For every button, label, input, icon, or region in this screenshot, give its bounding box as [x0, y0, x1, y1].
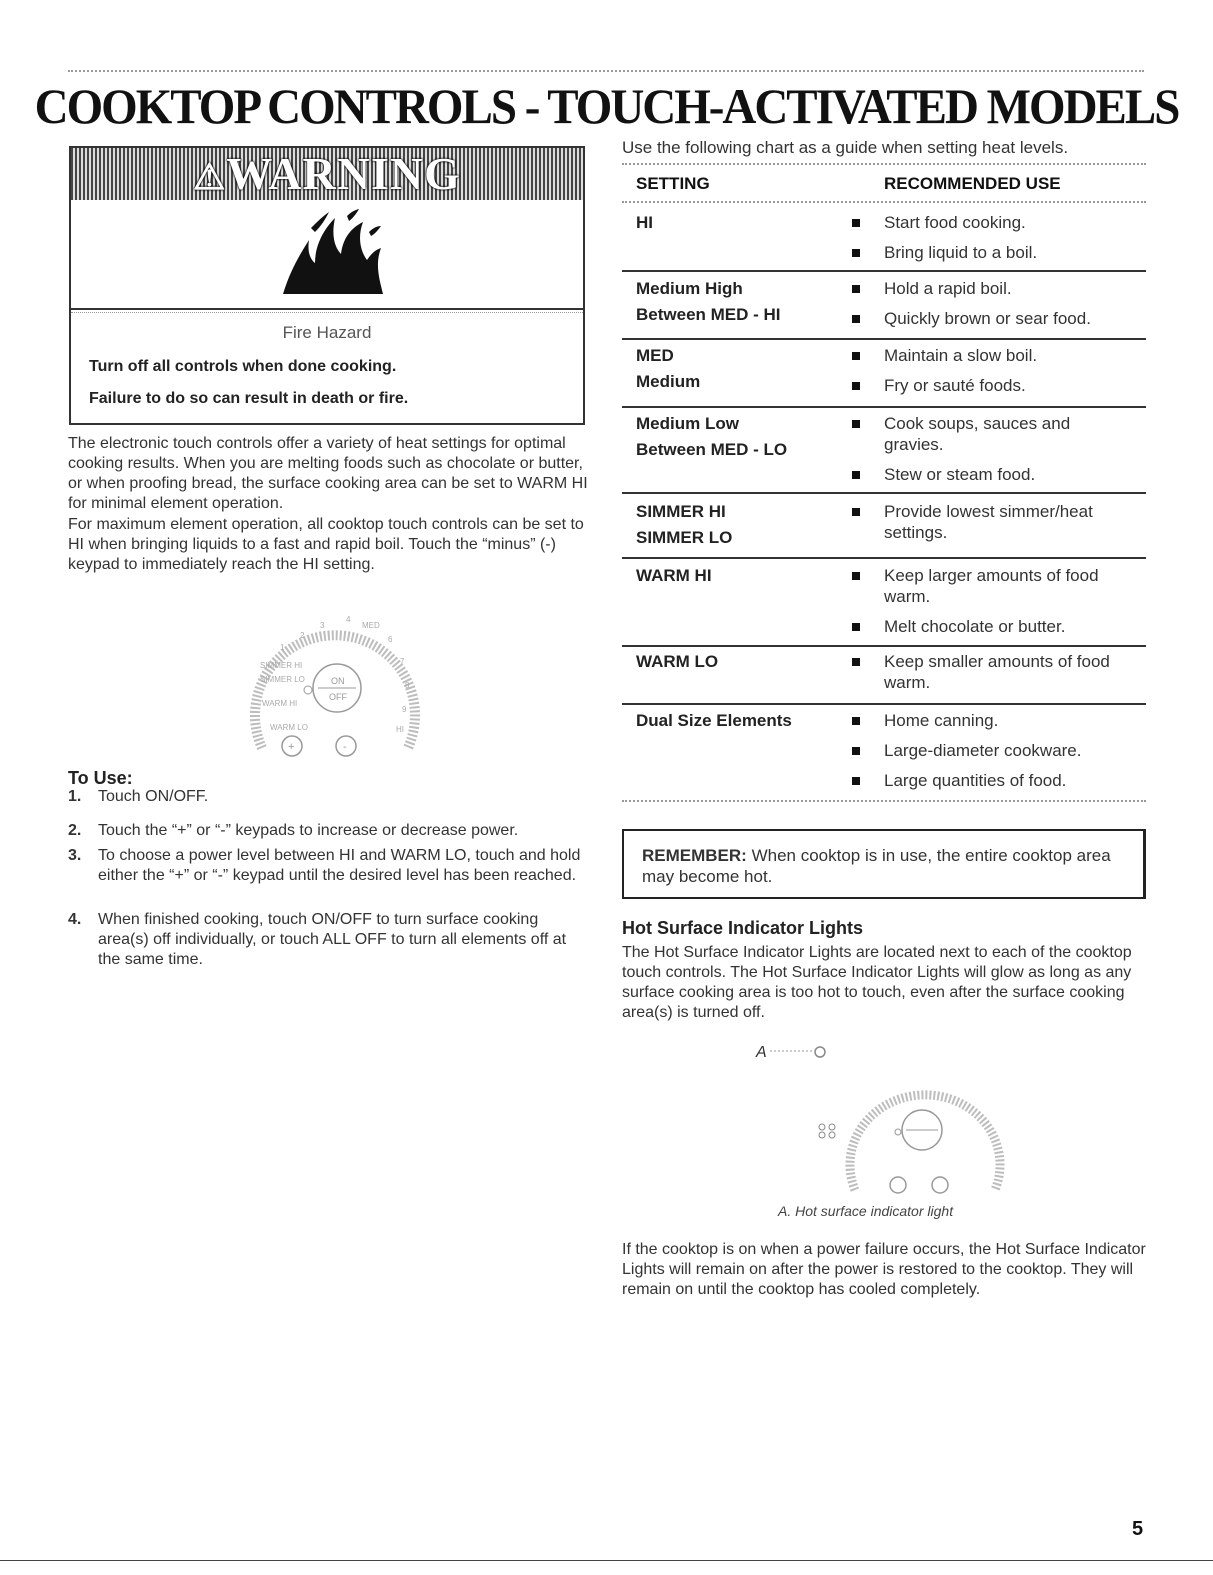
bullet-icon: [852, 777, 860, 785]
setting-label: Between MED - LO: [636, 440, 788, 459]
step-text: Touch the “+” or “-” keypads to increase or decrease power.: [98, 822, 519, 839]
dial-setting-label: 4: [346, 615, 351, 624]
dial-setting-label: SIMMER LO: [260, 675, 305, 684]
fire-icon: [271, 208, 391, 298]
step-number: 2.: [68, 822, 82, 839]
dial-setting-label: WARM LO: [270, 723, 308, 732]
row-divider: [622, 270, 1146, 272]
recommended-use-item: Keep smaller amounts of food warm.: [884, 652, 1110, 692]
dial-setting-label: 3: [320, 621, 325, 630]
recommended-use-item: Home canning.: [884, 711, 999, 730]
bottom-rule: [0, 1560, 1213, 1561]
bullet-icon: [852, 219, 860, 227]
column-header-setting: SETTING: [636, 174, 710, 193]
recommended-use-item: Stew or steam food.: [884, 465, 1036, 484]
chart-intro: Use the following chart as a guide when setting heat levels.: [622, 138, 1069, 157]
dial-setting-label: 7: [400, 657, 405, 666]
bullet-icon: [852, 315, 860, 323]
setting-label: Dual Size Elements: [636, 711, 792, 730]
setting-label: Medium Low: [636, 414, 739, 433]
row-divider: [622, 645, 1146, 647]
remember-label: REMEMBER:: [642, 846, 747, 865]
setting-label: SIMMER HI: [636, 502, 726, 521]
dial-setting-label: HI: [396, 725, 404, 734]
recommended-use-item: Provide lowest simmer/heat settings.: [884, 502, 1093, 542]
recommended-use-item: Hold a rapid boil.: [884, 279, 1012, 298]
step-number: 1.: [68, 788, 82, 805]
recommended-use-item: Large quantities of food.: [884, 771, 1067, 790]
hot-surface-dial-diagram: [750, 1035, 1020, 1210]
chart-bottom-rule: [622, 800, 1146, 802]
warning-label: WARNING: [226, 148, 461, 199]
setting-label: HI: [636, 213, 653, 232]
chart-header-rule: [622, 201, 1146, 203]
dial-setting-label: 8: [405, 681, 410, 690]
recommended-use-item: Large-diameter cookware.: [884, 741, 1082, 760]
warning-header: [71, 148, 583, 200]
step-text: To choose a power level between HI and WARM LO, touch and hold either the “+” or “-” keypad until the desired level has been reached.: [98, 847, 581, 884]
hot-surface-paragraph-1: The Hot Surface Indicator Lights are located next to each of the cooktop touch controls. The Hot Surface Indicator Lights will glow as long as any surface cooking area is too hot to touch, even after the surface cooking area(s) is turned off.: [622, 944, 1132, 1021]
bullet-icon: [852, 420, 860, 428]
bullet-icon: [852, 382, 860, 390]
svg-text:+: +: [288, 741, 295, 753]
bullet-icon: [852, 623, 860, 631]
callout-a-label: A: [756, 1044, 767, 1061]
bullet-icon: [852, 508, 860, 516]
bullet-icon: [852, 572, 860, 580]
intro-paragraph-1: The electronic touch controls offer a variety of heat settings for optimal cooking results. When you are melting foods such as chocolate or butter, or when proofing bread, the surface cooking area can be set to WARM HI for minimal element operation.: [68, 435, 588, 512]
setting-label: WARM LO: [636, 652, 719, 671]
bullet-icon: [852, 717, 860, 725]
bullet-icon: [852, 285, 860, 293]
bullet-icon: [852, 471, 860, 479]
dial-setting-label: 1: [280, 643, 285, 652]
hazard-type: Fire Hazard: [282, 323, 372, 342]
recommended-use-item: Quickly brown or sear food.: [884, 309, 1091, 328]
step-number: 3.: [68, 847, 82, 864]
step-text: When finished cooking, touch ON/OFF to turn surface cooking area(s) off individually, or touch ALL OFF to turn all elements off at the same time.: [98, 911, 567, 968]
dial-setting-label: SIMMER HI: [260, 661, 303, 670]
remember-text: When cooktop is in use, the entire cooktop area may become hot.: [642, 846, 1111, 886]
svg-text:-: -: [343, 741, 347, 753]
row-divider: [622, 338, 1146, 340]
bullet-icon: [852, 747, 860, 755]
warning-box: [69, 146, 585, 425]
setting-label: Between MED - HI: [636, 305, 781, 324]
dial-off-label: OFF: [329, 692, 347, 702]
to-use-heading: To Use:: [68, 768, 133, 788]
recommended-use-item: Cook soups, sauces and gravies.: [884, 414, 1071, 454]
warning-divider-dotted: [71, 312, 583, 313]
top-rule: [68, 70, 1144, 72]
dial-setting-label: 9: [402, 705, 407, 714]
setting-label: Medium High: [636, 279, 743, 298]
recommended-use-item: Keep larger amounts of food warm.: [884, 566, 1099, 606]
warning-divider: [71, 308, 583, 310]
row-divider: [622, 492, 1146, 494]
row-divider: [622, 703, 1146, 705]
row-divider: [622, 557, 1146, 559]
chart-top-rule: [622, 163, 1146, 165]
recommended-use-item: Maintain a slow boil.: [884, 346, 1038, 365]
setting-label: WARM HI: [636, 566, 712, 585]
recommended-use-item: Fry or sauté foods.: [884, 376, 1026, 395]
setting-label: MED: [636, 346, 674, 365]
dial-setting-label: WARM HI: [262, 699, 298, 708]
page-title: COOKTOP CONTROLS - TOUCH-ACTIVATED MODELS: [34, 79, 1179, 135]
recommended-use-item: Melt chocolate or butter.: [884, 617, 1066, 636]
intro-paragraph-2: For maximum element operation, all cooktop touch controls can be set to HI when bringing liquids to a fast and rapid boil. Touch the “minus” (-) keypad to immediately reach the HI setting.: [68, 516, 584, 573]
dial-setting-label: MED: [362, 621, 380, 630]
setting-label: Medium: [636, 372, 701, 391]
column-header-recommended-use: RECOMMENDED USE: [884, 174, 1061, 193]
dial-setting-label: 6: [388, 635, 393, 644]
warning-line-1: Turn off all controls when done cooking.: [89, 358, 397, 375]
row-divider: [622, 406, 1146, 408]
step-text: Touch ON/OFF.: [98, 788, 209, 805]
remember-box: [622, 829, 1146, 899]
hot-surface-paragraph-2: If the cooktop is on when a power failure occurs, the Hot Surface Indicator Lights will remain on after the power is restored to the cooktop. They will remain on until the cooktop has cooled completely.: [622, 1241, 1146, 1298]
bullet-icon: [852, 249, 860, 257]
bullet-icon: [852, 658, 860, 666]
recommended-use-item: Bring liquid to a boil.: [884, 243, 1038, 262]
step-number: 4.: [68, 911, 82, 928]
page-number: 5: [1132, 1518, 1144, 1540]
setting-label: SIMMER LO: [636, 528, 733, 547]
hot-surface-heading: Hot Surface Indicator Lights: [622, 918, 864, 938]
dial-setting-label: 2: [300, 631, 305, 640]
bullet-icon: [852, 352, 860, 360]
warning-triangle-icon: ⚠: [193, 157, 227, 197]
dial-on-label: ON: [331, 676, 345, 686]
warning-line-2: Failure to do so can result in death or fire.: [89, 390, 409, 407]
recommended-use-item: Start food cooking.: [884, 213, 1026, 232]
figure-caption: A. Hot surface indicator light: [778, 1203, 954, 1219]
control-dial-diagram: [240, 598, 430, 773]
